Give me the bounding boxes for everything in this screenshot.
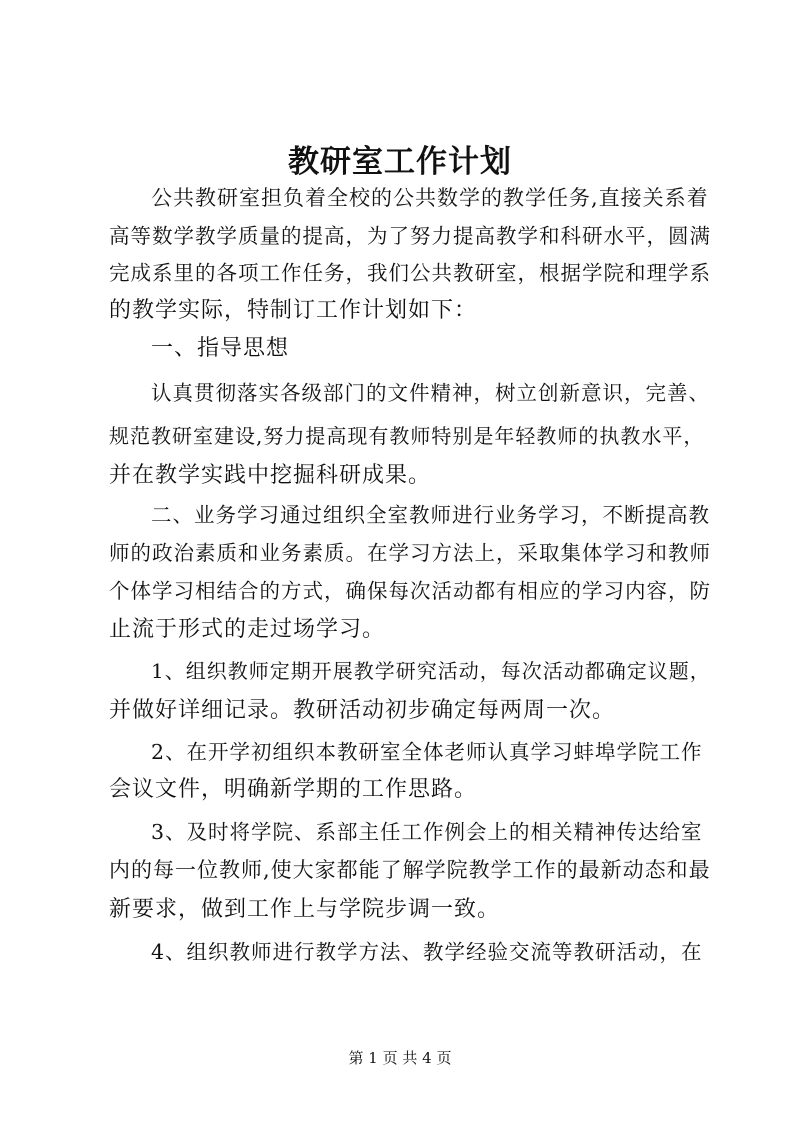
body-line: 个体学习相结合的方式，确保每次活动都有相应的学习内容，防 — [109, 579, 711, 603]
section-heading: 一、指导思想 — [151, 336, 290, 361]
body-line: 师的政治素质和业务素质。在学习方法上，采取集体学习和教师 — [109, 541, 711, 565]
body-line: 规范教研室建设,努力提高现有教师特别是年轻教师的执教水平， — [109, 424, 705, 448]
body-line: 会议文件，明确新学期的工作思路。 — [109, 777, 478, 802]
body-line: 1、组织教师定期开展教学研究活动，每次活动都确定议题， — [151, 659, 711, 683]
body-line: 公共教研室担负着全校的公共数学的教学任务,直接关系着 — [151, 186, 709, 210]
body-line: 的教学实际，特制订工作计划如下： — [109, 298, 478, 323]
body-line: 3、及时将学院、系部主任工作例会上的相关精神传达给室 — [151, 820, 703, 844]
page-footer: 第 1 页 共 4 页 — [348, 1049, 452, 1067]
body-line: 2、在开学初组织本教研室全体老师认真学习蚌埠学院工作 — [151, 740, 703, 764]
body-line: 并做好详细记录。教研活动初步确定每两周一次。 — [109, 698, 616, 723]
body-line: 认真贯彻落实各级部门的文件精神，树立创新意识，完善、 — [151, 381, 710, 405]
body-line: 新要求，做到工作上与学院步调一致。 — [109, 897, 501, 922]
body-line: 并在教学实践中挖掘科研成果。 — [109, 463, 432, 488]
body-line: 止流于形式的走过场学习。 — [109, 617, 386, 642]
body-line: 完成系里的各项工作任务，我们公共教研室，根据学院和理学系 — [109, 261, 711, 285]
body-line: 4、组织教师进行教学方法、教学经验交流等教研活动，在 — [151, 940, 703, 964]
body-line: 二、业务学习通过组织全室教师进行业务学习，不断提高教 — [151, 503, 710, 527]
document-title: 教研室工作计划 — [288, 144, 512, 180]
body-line: 内的每一位教师,使大家都能了解学院教学工作的最新动态和最 — [109, 858, 711, 882]
body-line: 高等数学教学质量的提高，为了努力提高教学和科研水平，圆满 — [109, 224, 711, 248]
